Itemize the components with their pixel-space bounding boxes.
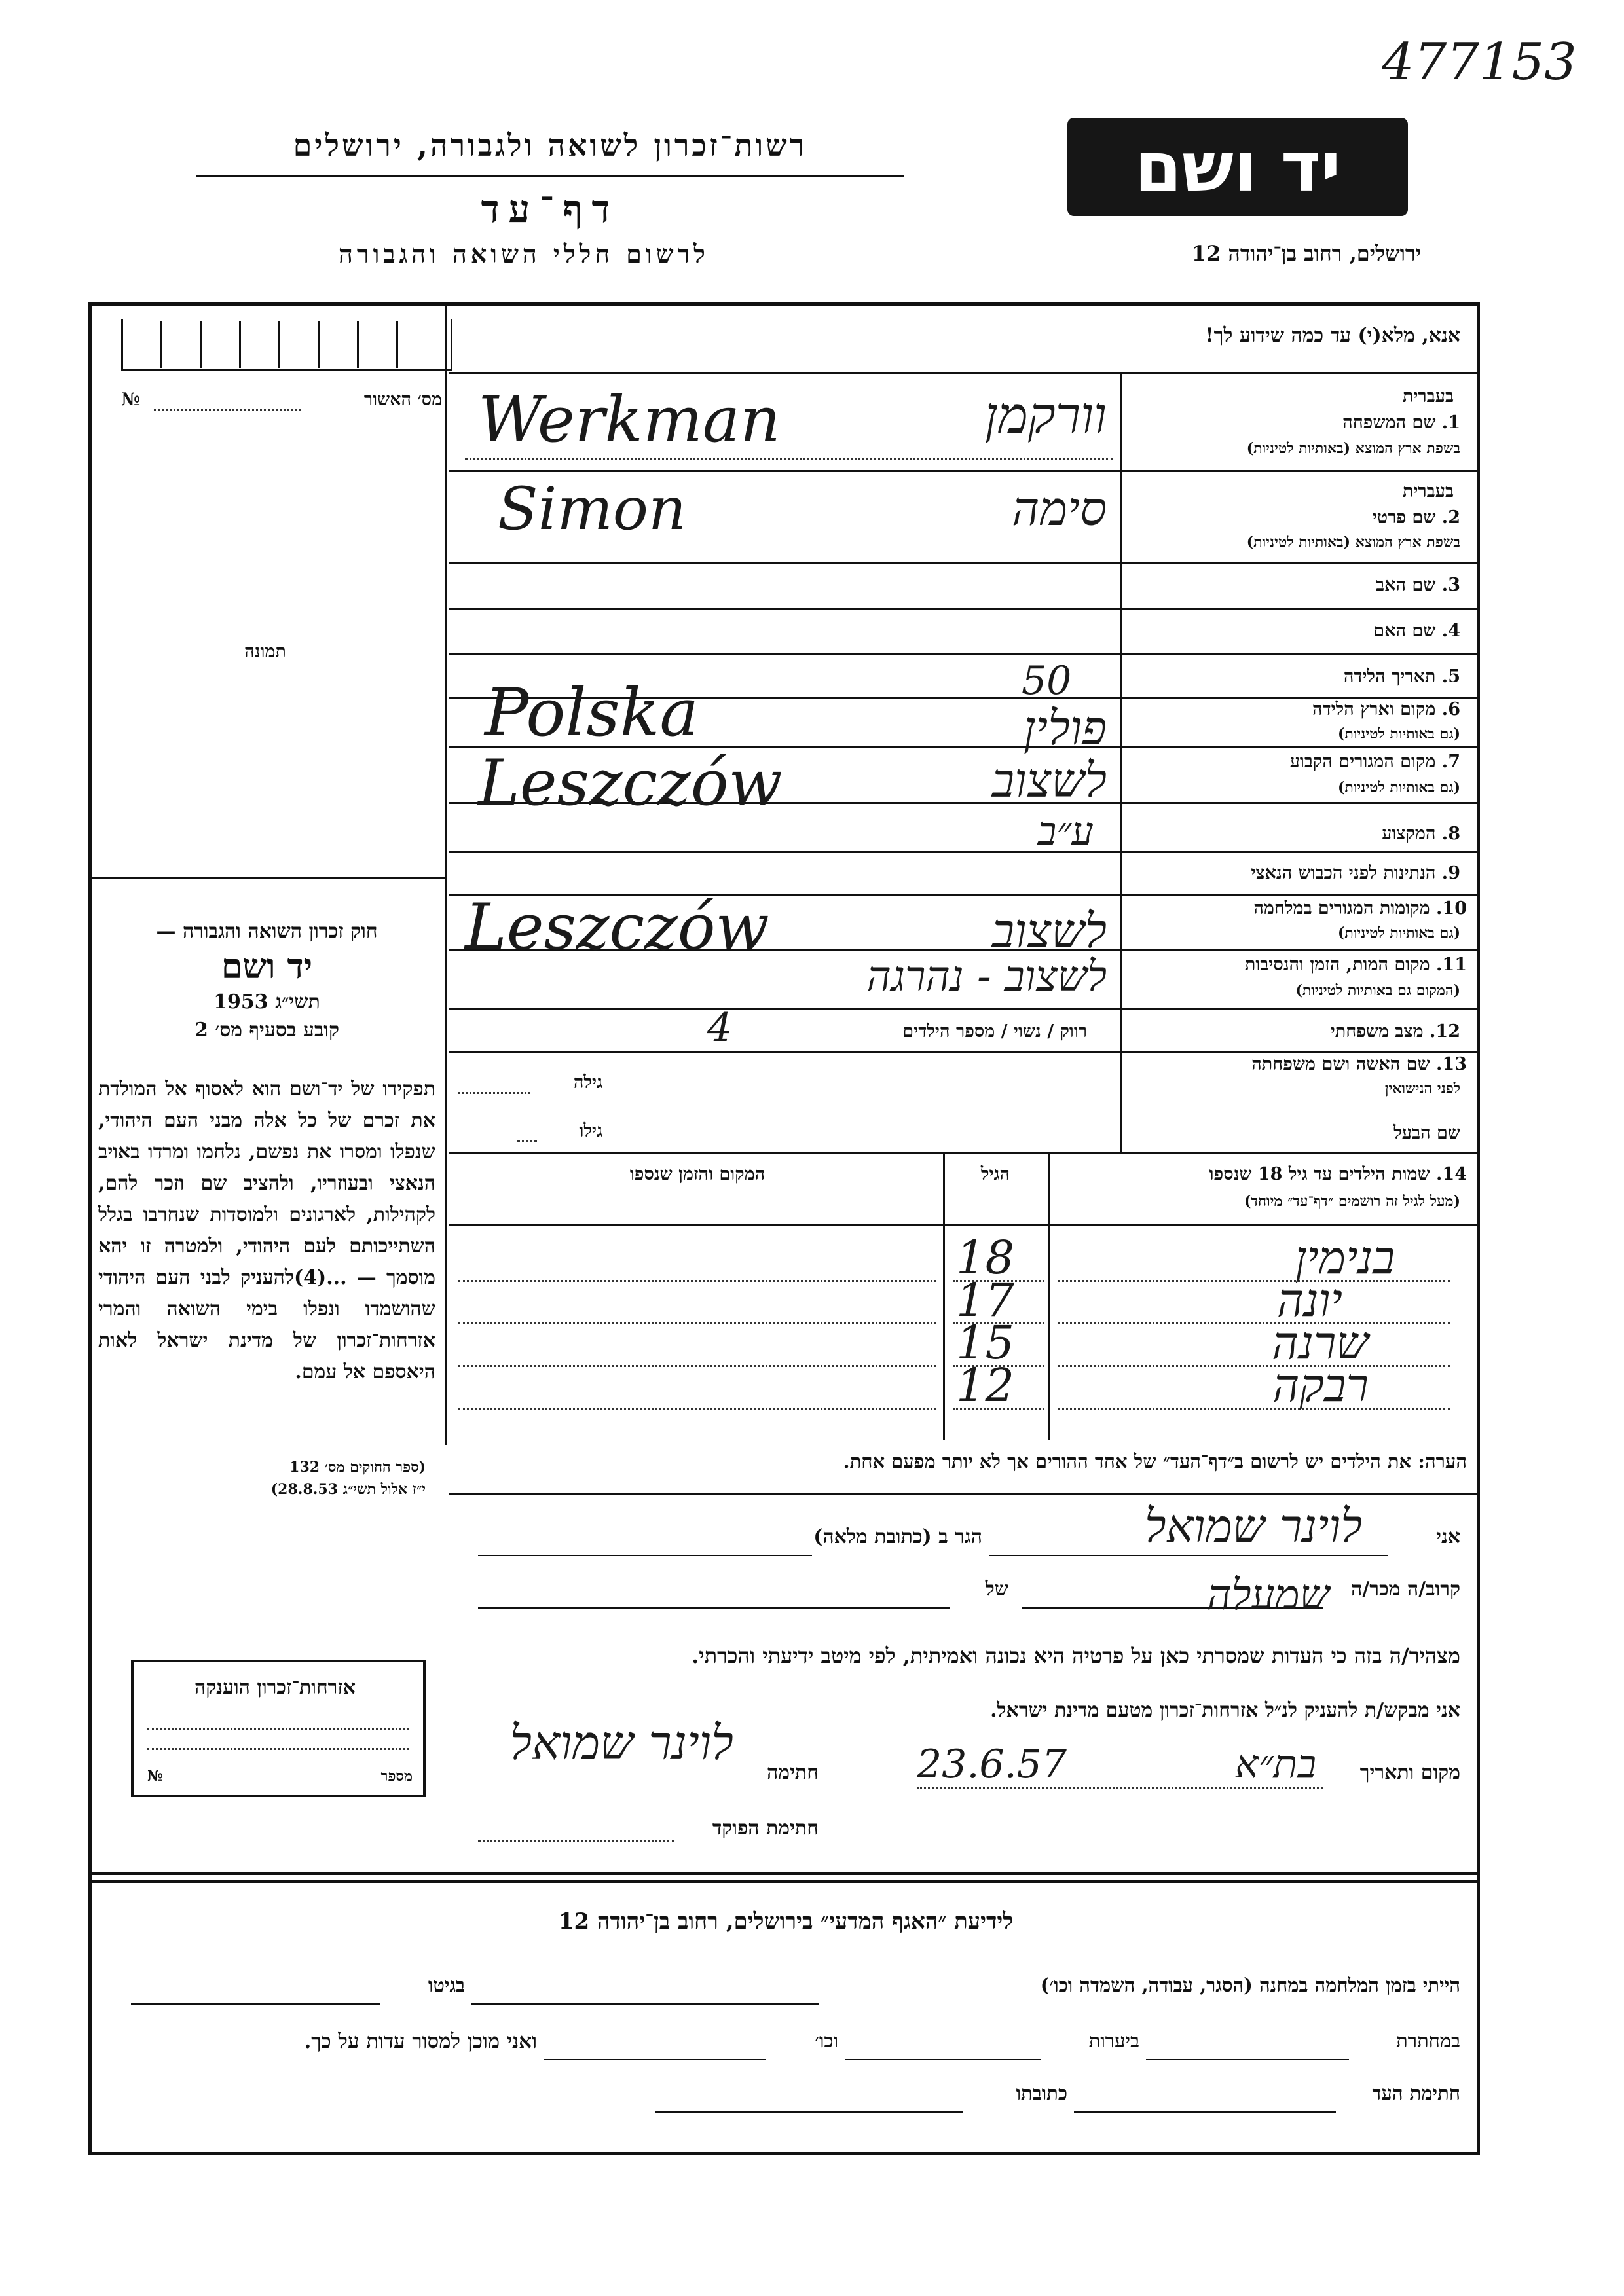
law-year-heb: תשי״ג — [275, 991, 320, 1013]
field-1-label — [1126, 412, 1460, 433]
decl-residing-label: הגר ב (כתובת מלאה) — [813, 1525, 982, 1548]
left-column-divider — [445, 306, 447, 1445]
bottom-line2b: ביערות — [1088, 2030, 1139, 2052]
instruction: אנא, מלא(י) עד כמה שידוע לך! — [1205, 324, 1460, 347]
husband-age-field[interactable] — [517, 1140, 537, 1142]
field-1-text: שם המשפחה — [1342, 412, 1436, 433]
children-sub: (מעל לגיל זה רושמים ״דף־עד״ מיוחד) — [1244, 1193, 1460, 1210]
bottom-line1b: בגיטו — [428, 1974, 465, 1996]
field-3-label — [1126, 575, 1460, 595]
field-10-latin-value[interactable]: Leszczów — [465, 890, 769, 964]
field-6-num: 6. — [1441, 699, 1460, 720]
field-10-num: 10. — [1436, 898, 1467, 919]
field-8-label — [1126, 824, 1460, 844]
form-title: דף־עד — [481, 187, 619, 231]
law-name: יד ושם — [221, 947, 313, 987]
law-ref-2: י״ז אלול תשי״ג 28.8.53) — [270, 1481, 426, 1498]
children-num: 14. — [1436, 1164, 1467, 1184]
child-1-age[interactable]: 18 — [956, 1231, 1015, 1285]
bottom-line1a: הייתי בזמן המלחמה במחנה (הסגר, עבודה, השמדה וכו׳) — [1040, 1974, 1460, 1996]
decl-statement: מצהיר/ה בזה כי העדות שמסרתי כאן על פרטיה היא נכונה ואמיתית, לפי מיטב ידיעתי והכרתי. — [692, 1643, 1460, 1668]
law-text: תפקידו של יד־ושם הוא לאסוף אל המולדת את זכרם של כל אלה מבני העם היהודי, שנפלו ומסרו את נפשם, נלחמו ומרדו באויב הנאצי ובעוזריו, ולהציב שם וזכר להם, לקהילות, לארגונים ולמוסדות שנחרבו בגלל השתייכותם לעם היהודי, ולמטרה זו יהא מוסמך — ...(4)להעניק לבני העם היהודי שהושמדו ונפלו בימי השואה והמרי אזרחות־זכרון של מדינת ישראל לאות היאספם אל עמם. — [98, 1078, 435, 1383]
citizenship-box-title: אזרחות־זכרון הוענקה — [194, 1676, 356, 1699]
law-ref-1: (ספר החוקים מס׳ 132 — [289, 1459, 426, 1476]
field-2-heb-tag: בעברית — [1402, 481, 1454, 501]
field-1-hebrew-value[interactable]: וורקמן — [984, 386, 1107, 445]
child-1-name[interactable]: בנימין — [1295, 1231, 1395, 1285]
field-8-value[interactable]: ע״ב — [1037, 809, 1094, 854]
logo-text: יד ושם — [1134, 127, 1341, 207]
field-1-num: 1. — [1441, 412, 1460, 433]
field-7-hebrew-value[interactable]: לשצוב — [991, 753, 1107, 808]
field-9-label — [1126, 863, 1460, 883]
field-2-label — [1126, 507, 1460, 528]
field-3-num: 3. — [1441, 575, 1460, 595]
decl-officer-label: חתימת הפוקד — [712, 1817, 819, 1840]
child-2-name[interactable]: יונה — [1276, 1273, 1342, 1327]
field-10-label — [1126, 898, 1467, 919]
field-4-num: 4. — [1441, 621, 1460, 641]
field-7-num: 7. — [1441, 752, 1460, 772]
approval-no-symbol: № — [121, 390, 141, 410]
bottom-line3b: כתובתו — [1016, 2082, 1067, 2104]
yad-vashem-logo — [1067, 118, 1408, 216]
field-3-text: שם האב — [1376, 575, 1436, 595]
field-2-latin-value[interactable]: Simon — [498, 475, 686, 543]
field-9-num: 9. — [1441, 863, 1460, 883]
field-2-text: שם פרטי — [1372, 507, 1436, 528]
children-title — [1054, 1164, 1467, 1184]
citizenship-line-2[interactable] — [147, 1748, 409, 1750]
field-11-text: מקום המות, הזמן והנסיבות — [1244, 955, 1430, 975]
field-10-hebrew-value[interactable]: לשצוב — [991, 903, 1107, 958]
law-block — [98, 920, 435, 1042]
children-age-header: הגיל — [980, 1164, 1010, 1184]
decl-signature-label: חתימה — [767, 1761, 819, 1784]
field-1-latin-value[interactable]: Werkman — [478, 383, 781, 456]
husband-label: שם הבעל — [1393, 1123, 1460, 1143]
husband-age-label: גילו — [579, 1121, 602, 1141]
field-5-label — [1126, 666, 1460, 687]
field-8-num: 8. — [1441, 824, 1460, 844]
decl-i-label: אני — [1436, 1525, 1460, 1548]
wife-age-field[interactable] — [458, 1092, 530, 1094]
field-12-num: 12. — [1430, 1021, 1460, 1042]
field-4-label — [1126, 621, 1460, 641]
child-3-age[interactable]: 15 — [956, 1316, 1015, 1370]
citizenship-no-symbol: № — [147, 1768, 163, 1785]
bottom-line2d: ואני מוכן למסור עדות על כך. — [304, 2030, 537, 2053]
children-title-text: שמות הילדים עד גיל 18 שנספו — [1209, 1164, 1430, 1184]
label-column-divider — [1120, 373, 1122, 1152]
field-2-num: 2. — [1441, 507, 1460, 528]
field-12-options: רווק / נשוי / מספר הילדים — [902, 1021, 1087, 1042]
form-subtitle: לרשום חללי השואה והגבורה — [339, 239, 709, 268]
header-address: ירושלים, רחוב בן־יהודה 12 — [1191, 241, 1421, 266]
decl-request: אני מבקש/ת להעניק לנ״ל אזרחות־זכרון מטעם מדינת ישראל. — [990, 1699, 1460, 1722]
field-5-num: 5. — [1441, 666, 1460, 687]
field-7-label — [1126, 752, 1460, 772]
wife-age-label: גילה — [573, 1072, 602, 1093]
field-2-sub: בשפת ארץ המוצא (באותיות לטיניות) — [1246, 534, 1460, 551]
org-underline — [196, 175, 904, 177]
field-1-heb-tag: בעברית — [1402, 386, 1454, 407]
field-12-label — [1126, 1021, 1460, 1042]
field-1-sub: בשפת ארץ המוצא (באותיות לטיניות) — [1246, 440, 1460, 457]
law-clause: קובע בסעיף מס׳ 2 — [194, 1019, 340, 1042]
decl-place-value[interactable]: בת״א — [1234, 1741, 1316, 1787]
law-title: חוק זכרון השואה והגבורה — — [156, 920, 378, 943]
field-12-value[interactable]: 4 — [707, 1005, 733, 1051]
field-6-hebrew-value[interactable]: פולין — [1023, 701, 1107, 756]
field-13-num: 13. — [1436, 1054, 1467, 1074]
field-7-text: מקום המגורים הקבוע — [1289, 752, 1436, 772]
photo-label: תמונה — [244, 642, 286, 662]
field-11-sub: (המקום גם באותיות לטיניות) — [1295, 982, 1460, 999]
field-4-text: שם האם — [1373, 621, 1436, 641]
decl-i-value[interactable]: לוינר שמואל — [1144, 1499, 1362, 1553]
field-12-text: מצב משפחתי — [1330, 1021, 1424, 1042]
law-year — [98, 991, 435, 1013]
field-5-value[interactable]: 50 — [1022, 658, 1072, 704]
bottom-title: לידיעת ״האגף המדעי״ בירושלים, רחוב בן־יהודה 12 — [558, 1908, 1014, 1935]
field-6-sub: (גם באותיות לטיניות) — [1337, 725, 1460, 742]
field-6-text: מקום וארץ הלידה — [1312, 699, 1436, 720]
bottom-line3a: חתימת העד — [1372, 2082, 1460, 2104]
decl-date-value[interactable]: 23.6.57 — [917, 1741, 1067, 1787]
approval-no-label: מס׳ האשור — [363, 390, 442, 410]
org-name: רשות־זכרון לשואה ולגבורה, ירושלים — [293, 128, 807, 163]
field-8-text: המקצוע — [1382, 824, 1436, 844]
field-13-sub: לפני הנישואין — [1384, 1080, 1460, 1097]
field-10-text: מקומות המגורים במלחמה — [1253, 898, 1430, 919]
decl-place-date-label: מקום ותאריך — [1359, 1761, 1460, 1784]
children-note: הערה: את הילדים יש לרשום ב״דף־העד״ של אחד ההורים אך לא יותר מפעם אחת. — [843, 1450, 1467, 1472]
photo-box-bottom — [92, 877, 445, 879]
field-10-sub: (גם באותיות לטיניות) — [1337, 924, 1460, 941]
bottom-line2a: במחתרת — [1396, 2030, 1460, 2052]
field-11-value[interactable]: לשצוב - נהרגה — [866, 953, 1107, 1001]
child-4-name[interactable]: רבקה — [1272, 1358, 1369, 1412]
children-place-header: המקום והזמן שנספו — [629, 1164, 766, 1184]
field-2-hebrew-value[interactable]: סימה — [1012, 481, 1107, 536]
field-13-text: שם האשה ושם משפחתה — [1251, 1054, 1430, 1074]
field-7-latin-value[interactable]: Leszczów — [478, 746, 783, 820]
field-6-latin-value[interactable]: Polska — [485, 674, 699, 751]
field-13-label — [1126, 1054, 1467, 1074]
child-4-age[interactable]: 12 — [956, 1358, 1015, 1412]
field-9-text: הנתינות לפני הכבוש הנאצי — [1251, 863, 1436, 883]
field-5-text: תאריך הלידה — [1343, 666, 1436, 687]
decl-relative-value[interactable]: שמעלה — [1207, 1571, 1329, 1620]
approval-no-field[interactable] — [154, 409, 301, 411]
child-2-age[interactable]: 17 — [956, 1273, 1015, 1327]
field-6-label — [1126, 699, 1460, 720]
decl-of-label: של — [985, 1578, 1008, 1601]
decl-relative-label: קרוב/ה מכר/ה — [1351, 1578, 1460, 1601]
child-3-name[interactable]: שרנה — [1272, 1316, 1369, 1370]
document-number: 477153 — [1382, 33, 1577, 92]
law-year-num: 1953 — [213, 991, 268, 1013]
field-7-sub: (גם באותיות לטיניות) — [1337, 779, 1460, 796]
decl-signature-value[interactable]: לוינר שמואל — [509, 1715, 733, 1770]
approval-boxes[interactable] — [121, 319, 452, 371]
bottom-line2c: וכו׳ — [815, 2030, 838, 2052]
citizenship-no-label: מספר — [380, 1768, 413, 1785]
field-11-num: 11. — [1436, 955, 1467, 975]
field-11-label — [1126, 955, 1467, 975]
citizenship-line-1[interactable] — [147, 1728, 409, 1730]
